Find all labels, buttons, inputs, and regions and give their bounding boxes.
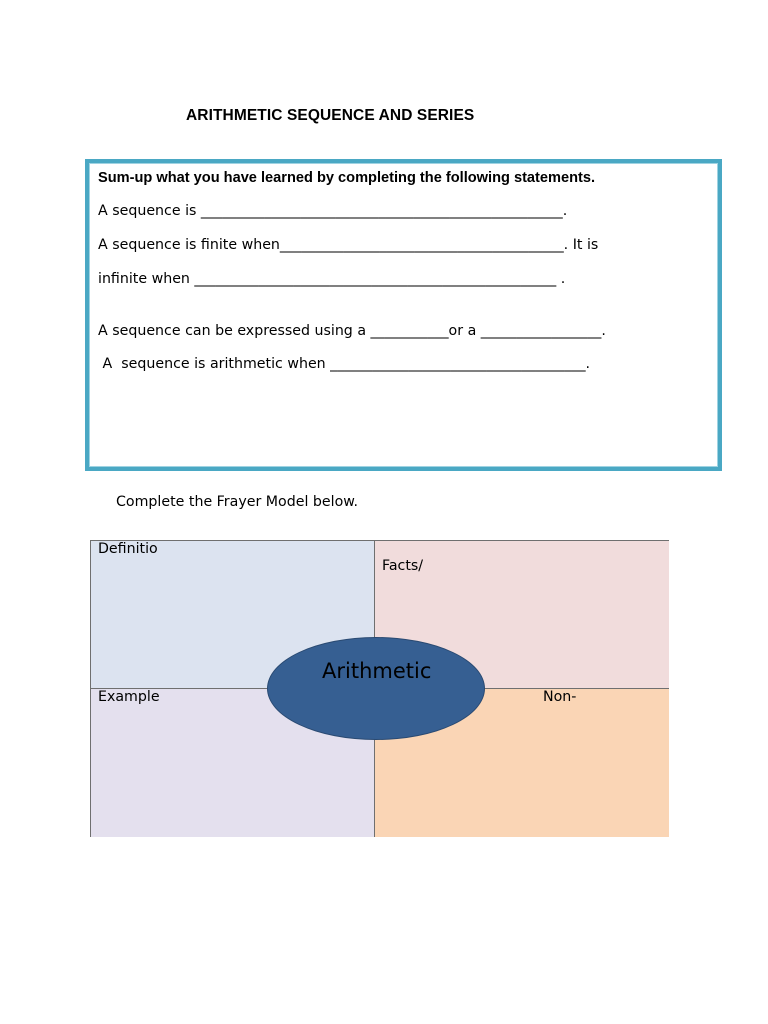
- sumup-heading: Sum-up what you have learned by completing the following statements.: [98, 170, 596, 186]
- nonexamples-label: Non-: [543, 689, 577, 705]
- definition-label: Definitio: [98, 541, 158, 557]
- statement-sequence-definition: A sequence is ___________________________________________________.: [98, 203, 568, 219]
- statement-infinite: infinite when ___________________________________________________ .: [98, 271, 566, 287]
- examples-label: Example: [98, 689, 160, 705]
- statement-arithmetic: A sequence is arithmetic when ____________________________________.: [98, 356, 591, 372]
- facts-label: Facts/: [382, 558, 424, 574]
- statement-finite: A sequence is finite when________________________________________. It is: [98, 237, 599, 253]
- page-title: ARITHMETIC SEQUENCE AND SERIES: [186, 107, 475, 124]
- frayer-instruction: Complete the Frayer Model below.: [116, 494, 359, 510]
- statement-expressed: A sequence can be expressed using a ___________or a _________________.: [98, 323, 606, 339]
- center-oval-label: Arithmetic: [322, 659, 432, 683]
